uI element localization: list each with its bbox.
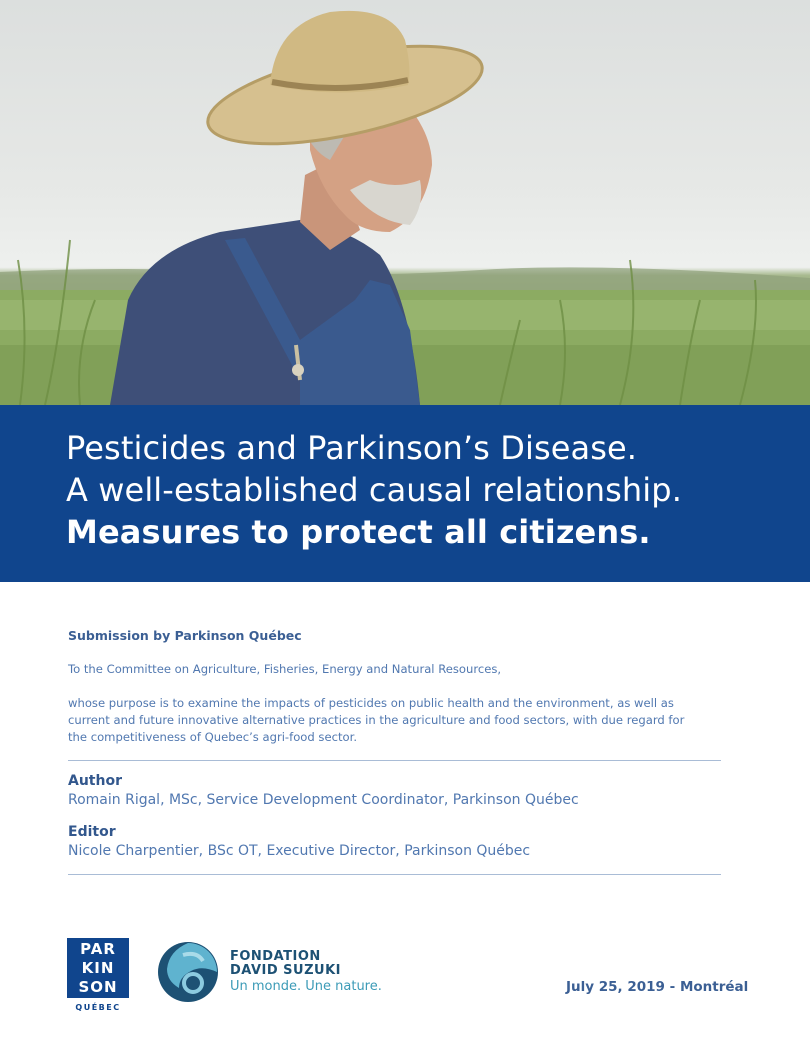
editor-name: Nicole Charpentier, BSc OT, Executive Director, Parkinson Québec [68,843,531,859]
submission-heading: Submission by Parkinson Québec [68,628,302,643]
parkinson-quebec-logo [67,938,129,998]
suzuki-logo-text [230,950,341,978]
farmer-illustration [0,0,810,405]
author-name: Romain Rigal, MSc, Service Development Coordinator, Parkinson Québec [68,792,579,808]
submission-body [68,628,722,875]
suzuki-tagline: Un monde. Une nature. [230,979,382,994]
logo-subtitle: QUÉBEC [75,1003,121,1012]
suzuki-line-1: FONDATION [230,949,321,964]
divider-top [68,760,721,761]
author-label: Author [68,773,122,789]
cover-photo [0,0,810,405]
purpose-line-2: current and future innovative alternative practices in the agriculture and food sectors, with due regard for [68,713,685,727]
submission-date: July 25, 2019 - Montréal [566,979,749,995]
addressee-text: To the Committee on Agriculture, Fisheries, Energy and Natural Resources, [68,662,502,676]
purpose-line-1: whose purpose is to examine the impacts of pesticides on public health and the environment, as well as [68,696,674,710]
purpose-line-3: the competitiveness of Quebec’s agri-food sector. [68,730,358,744]
logo-line-3: SON [78,978,118,996]
logo-line-2: KIN [81,959,115,977]
editor-label: Editor [68,824,116,840]
title-band [0,405,810,582]
logo-line-1: PAR [80,940,116,958]
purpose-paragraph [68,695,722,746]
title-line-3: Measures to protect all citizens. [66,513,651,551]
suzuki-emblem-icon [157,941,219,1003]
title-line-2: A well-established causal relationship. [66,471,682,509]
divider-bottom [68,874,721,875]
suzuki-line-2: DAVID SUZUKI [230,963,341,978]
title-line-1: Pesticides and Parkinson’s Disease. [66,429,638,467]
